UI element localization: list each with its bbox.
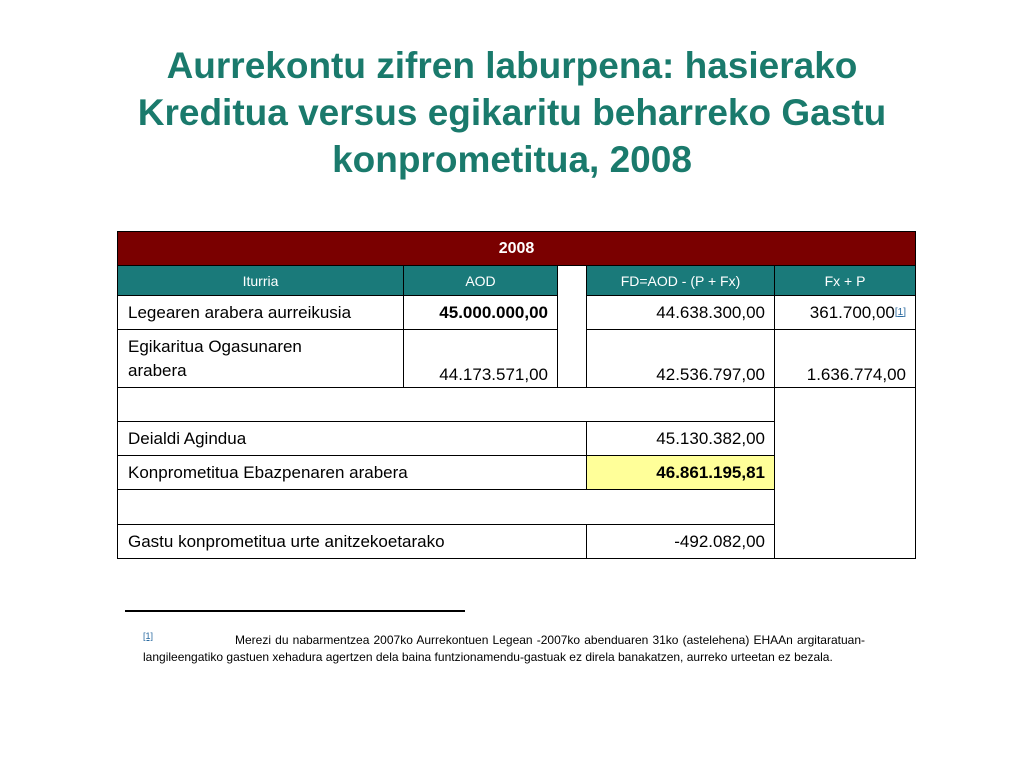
- row-egikaritua-label-line-2: arabera: [128, 360, 187, 380]
- row-deialdi-label: Deialdi Agindua: [117, 421, 587, 456]
- title-line-2: Kreditua versus egikaritu beharreko Gastu: [137, 92, 887, 133]
- slide-title: [40, 42, 984, 183]
- header-iturria: Iturria: [117, 265, 404, 296]
- row-legearen-aod: 45.000.000,00: [403, 295, 558, 330]
- footnote: [143, 628, 865, 666]
- row-egikaritua-label-line-1: Egikaritua Ogasunaren: [128, 336, 302, 356]
- row-legearen-fx-p-value: 361.700,00: [809, 302, 895, 322]
- row-konprometitua-label: Konprometitua Ebazpenaren arabera: [117, 455, 587, 490]
- row-egikaritua-fd: 42.536.797,00: [586, 329, 775, 388]
- row-egikaritua-label: [117, 329, 404, 388]
- row-egikaritua-fx-p: 1.636.774,00: [774, 329, 916, 388]
- row-konprometitua-value: 46.861.195,81: [586, 455, 775, 490]
- header-fx-p: Fx + P: [774, 265, 916, 296]
- footnote-text: Merezi du nabarmentzea 2007ko Aurrekontuen Legean -2007ko abenduaren 31ko (astelehena) EHAAn argitaratuan- langileengatiko gastuen xehadura agertzen dela baina funtzionamendu-gastuak ez direla banakatzen, aurreko urteetan ez bezala.: [143, 633, 865, 664]
- header-aod: AOD: [403, 265, 558, 296]
- row-legearen-label: Legearen arabera aurreikusia: [117, 295, 404, 330]
- row-legearen-fx-p: 361.700,00 [1]: [774, 295, 916, 330]
- spacer-row-2: [117, 489, 775, 525]
- table-year-header: 2008: [117, 231, 916, 266]
- footnote-separator: [125, 610, 465, 612]
- title-line-1: Aurrekontu zifren laburpena: hasierako: [166, 45, 858, 86]
- row-egikaritua-aod: 44.173.571,00: [403, 329, 558, 388]
- row-deialdi-value: 45.130.382,00: [586, 421, 775, 456]
- title-line-3: konprometitua, 2008: [332, 139, 692, 180]
- row-gastu-label: Gastu konprometitua urte anitzekoetarako: [117, 524, 587, 559]
- header-fd: FD=AOD - (P + Fx): [586, 265, 775, 296]
- row-legearen-fd: 44.638.300,00: [586, 295, 775, 330]
- footnote-marker[interactable]: [1]: [143, 631, 154, 641]
- spacer-row-1: [117, 387, 775, 422]
- row-gastu-value: -492.082,00: [586, 524, 775, 559]
